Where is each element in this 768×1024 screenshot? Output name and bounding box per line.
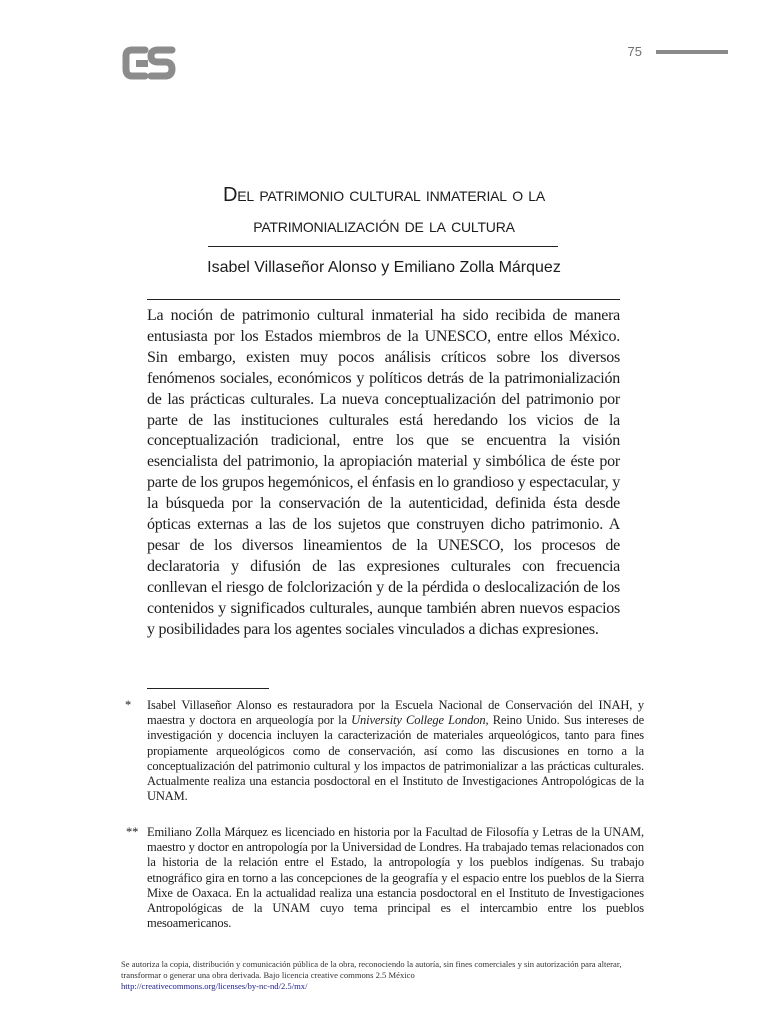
footnote-1 bbox=[125, 698, 644, 804]
footnote-2 bbox=[126, 825, 644, 931]
license-text: Se autoriza la copia, distribución y comunicación pública de la obra, reconociendo la autoría, sin fines comerciales y sin autorización para alterar, transformar o generar una obra derivada. Bajo licencia creative commons 2.5 México bbox=[121, 959, 622, 980]
page-number: 75 bbox=[627, 44, 642, 59]
title-rule bbox=[208, 246, 558, 247]
abstract-rule bbox=[147, 299, 620, 300]
cs-journal-logo-icon bbox=[121, 44, 177, 82]
footnote-1-text-end: Reino Unido. Sus intereses de investigación y docencia incluyen la caracterización de materiales arqueológicos, tanto para fines propiamente arqueológicos como de conservación, así como las discusiones en torno a la conceptualización del patrimonio cultural y los impactos de patrimonializar a las prácticas culturales. Actualmente realiza una estancia posdoctoral en el Instituto de Investigaciones Antropológicas de la UNAM. bbox=[147, 713, 644, 804]
abstract-paragraph: La noción de patrimonio cultural inmaterial ha sido recibida de manera entusiasta por los Estados miembros de la UNESCO, entre ellos México. Sin embargo, existen muy pocos análisis críticos sobre los diversos fenómenos sociales, económicos y políticos detrás de la patrimonialización de las prácticas culturales. La nueva conceptualización del patrimonio por parte de las instituciones culturales está heredando los vicios de la conceptualización tradicional, entre los que se encuentra la visión esencialista del patrimonio, la apropiación material y simbólica de éste por parte de los grupos hegemónicos, el énfasis en lo grandioso y espectacular, y la búsqueda por la conservación de la autenticidad, definida ésta desde ópticas externas a las de los sujetos que construyen dicho patrimonio. A pesar de los diversos lineamientos de la UNESCO, los procesos de declaratoria y difusión de las expresiones culturales con frecuencia conllevan el riesgo de folclorización y de la pérdida o deslocalización de los contenidos y significados culturales, aunque también abren nuevos espacios y posibilidades para los agentes sociales vinculados a dichas expresiones. bbox=[147, 307, 620, 638]
footnote-1-text: Isabel Villaseñor Alonso es restauradora por la Escuela Nacional de Conservación del INAH, y maestra y doctora en arqueología por la bbox=[147, 698, 644, 728]
title-line-2: patrimonialización de la cultura bbox=[253, 215, 515, 237]
footnote-1-mark: * bbox=[125, 698, 132, 712]
footnote-2-mark: ** bbox=[126, 825, 139, 839]
article-title bbox=[120, 180, 648, 242]
footnote-1-italic: University College London, bbox=[351, 713, 489, 728]
header-rule bbox=[656, 50, 728, 54]
title-line-1: Del patrimonio cultural inmaterial o la bbox=[223, 184, 545, 206]
footnote-2-text: Emiliano Zolla Márquez es licenciado en historia por la Facultad de Filosofía y Letras de la UNAM, maestro y doctor en antropología por la Universidad de Londres. Ha trabajado temas relacionados con la historia de la relación entre el Estado, la antropología y los pueblos indígenas. Su trabajo etnográfico gira en torno a las concepciones de la geografía y el espacio entre los pueblos de la Sierra Mixe de Oaxaca. En la actualidad realiza una estancia posdoctoral en el Instituto de Investigaciones Antropológicas de la UNAM cuyo tema principal es el intercambio entre los pueblos mesoamericanos. bbox=[147, 825, 644, 931]
footnote-rule bbox=[147, 688, 269, 689]
license-link[interactable]: http://creativecommons.org/licenses/by-nc-nd/2.5/mx/ bbox=[121, 981, 308, 991]
license-notice bbox=[121, 959, 641, 992]
article-authors: Isabel Villaseñor Alonso y Emiliano Zolla Márquez bbox=[207, 259, 561, 276]
